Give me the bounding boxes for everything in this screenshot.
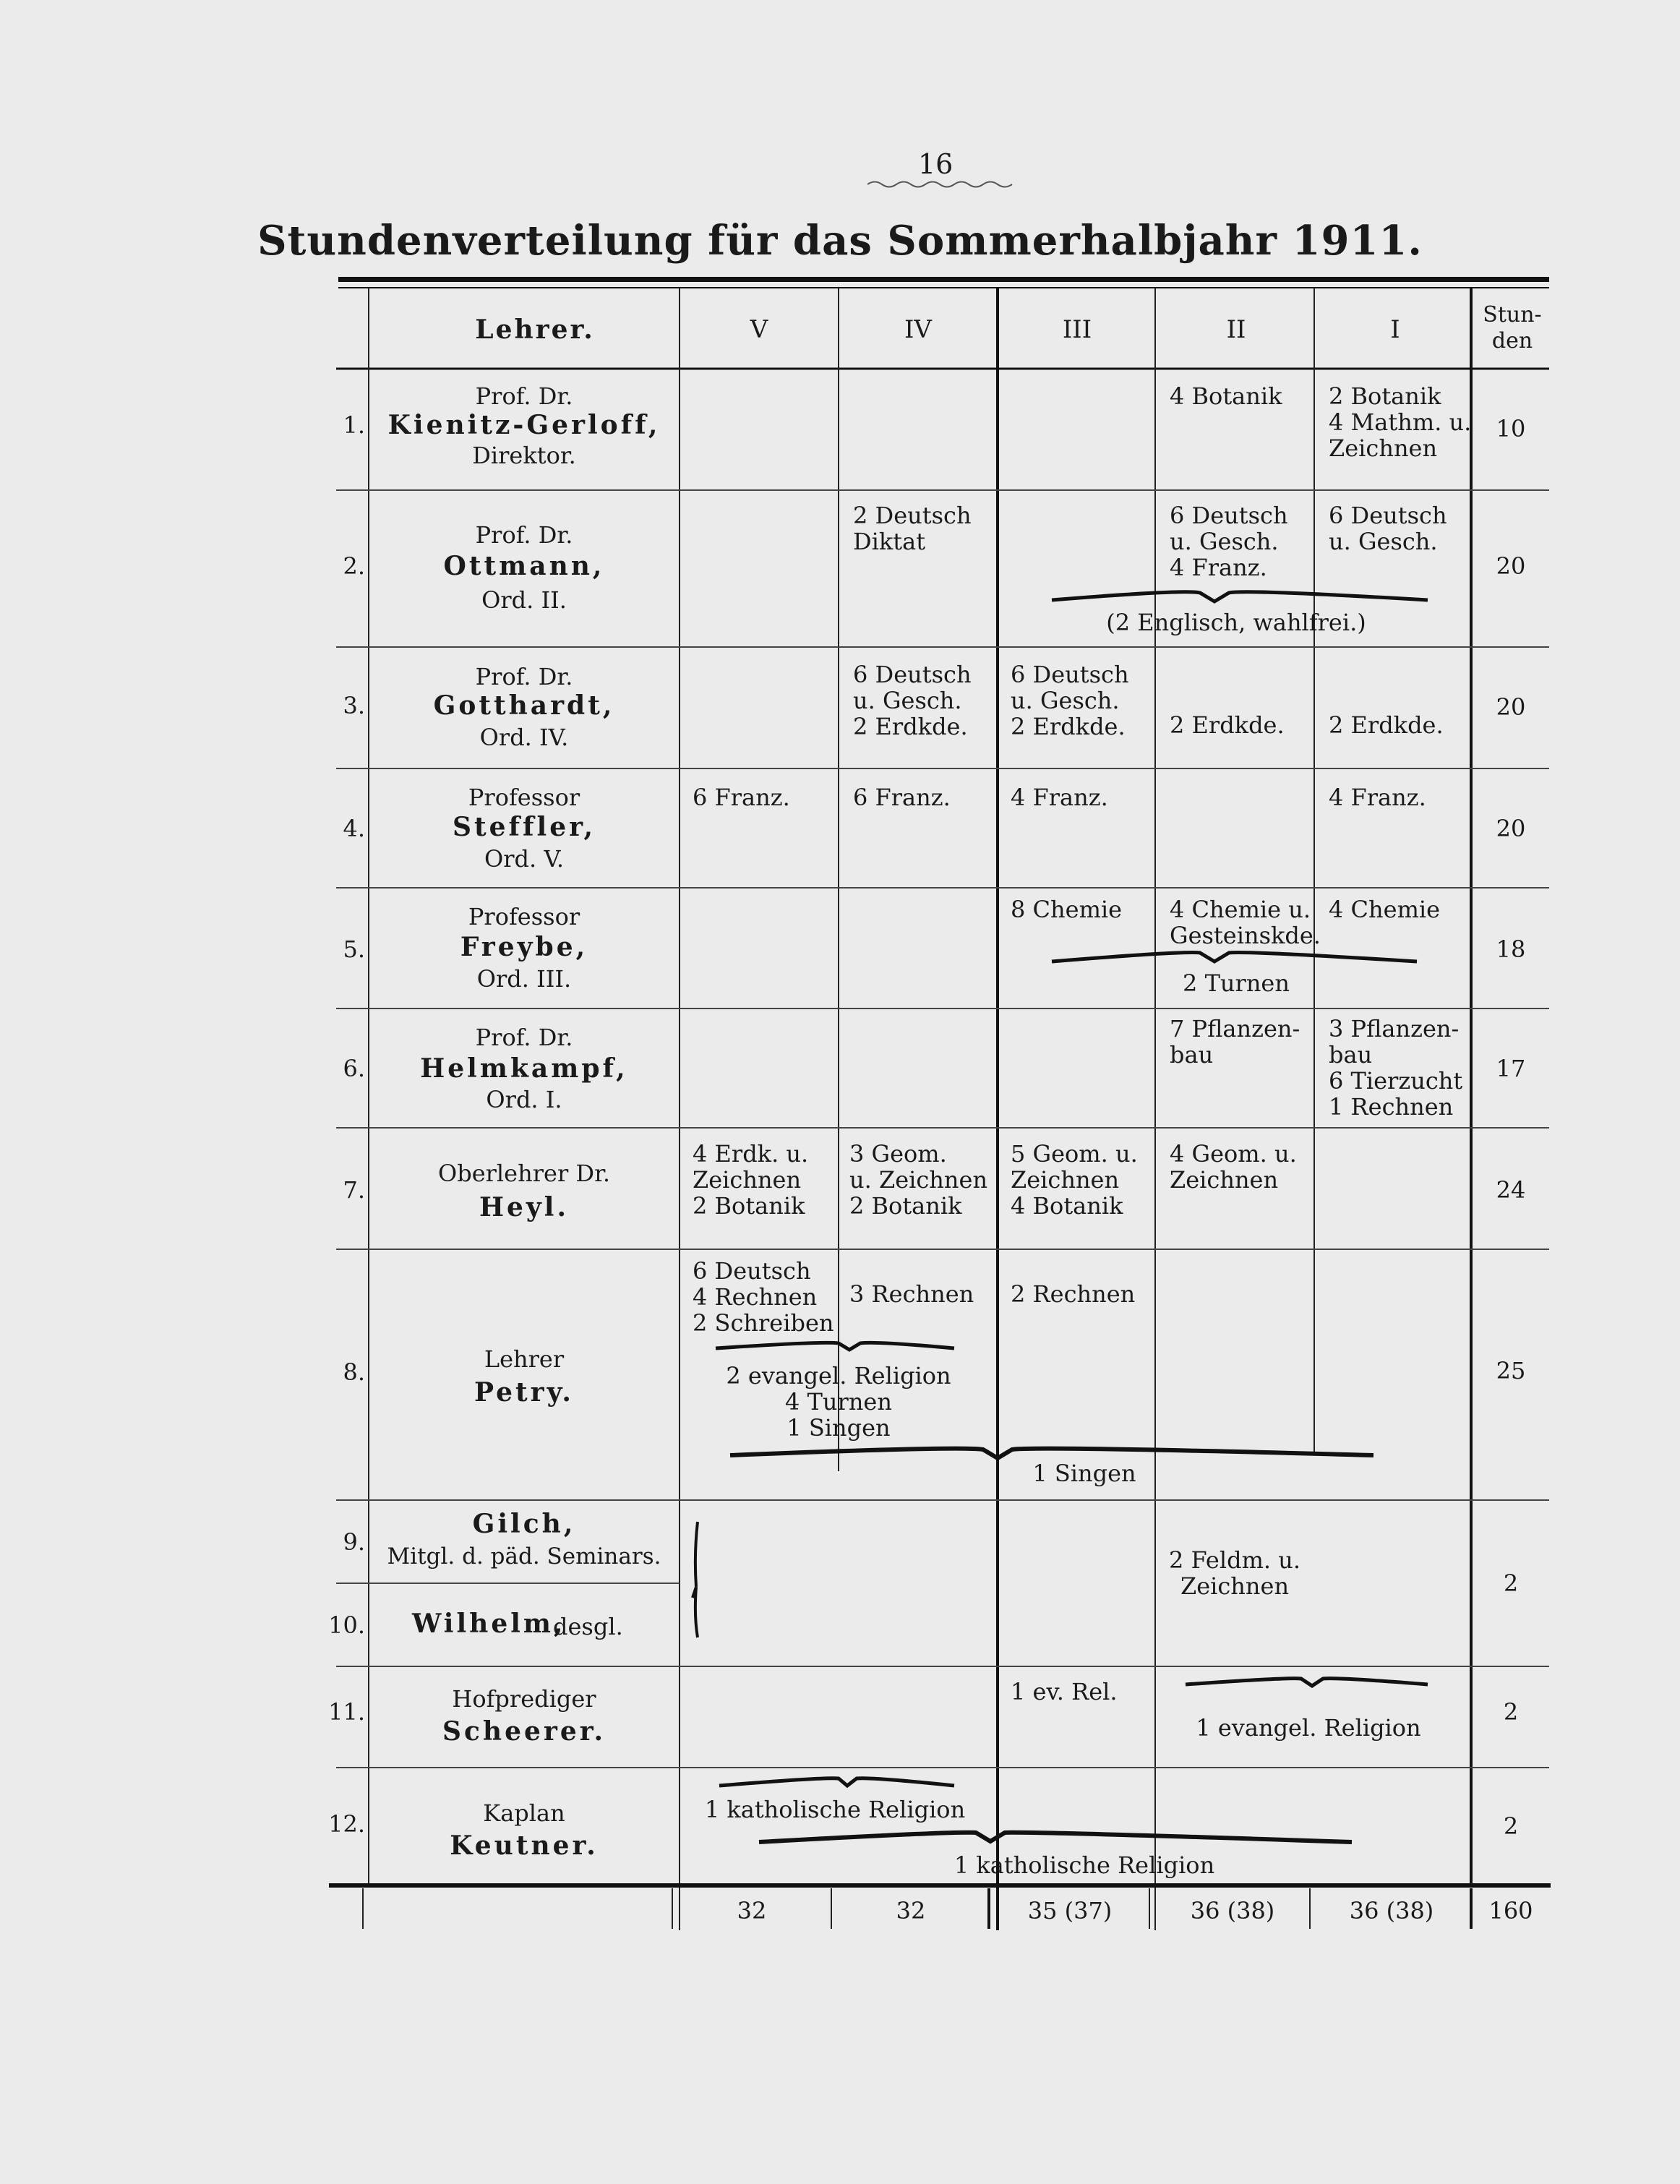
hours-cell: 20 xyxy=(1496,815,1526,842)
lesson-cell: 6 Franz. xyxy=(853,784,951,811)
hours-cell: 20 xyxy=(1496,693,1526,721)
teacher-role: Ord. V. xyxy=(484,845,565,873)
hours-cell: 2 xyxy=(1503,1698,1519,1726)
total-V: 32 xyxy=(737,1897,767,1924)
row-number: 2. xyxy=(343,552,365,580)
row-number: 5. xyxy=(343,935,365,963)
teacher-name: Ottmann, xyxy=(443,551,605,581)
teacher-title: Prof. Dr. xyxy=(475,521,573,549)
lesson-cell: 6 Deutsch u. Gesch. 2 Erdkde. xyxy=(853,661,972,740)
hours-cell: 2 xyxy=(1503,1570,1519,1597)
lesson-cell: 2 Erdkde. xyxy=(1170,711,1285,739)
teacher-name: Kienitz-Gerloff, xyxy=(387,410,661,440)
lesson-cell: 4 Botanik xyxy=(1170,382,1282,410)
page-number: 16 xyxy=(918,148,953,180)
hours-cell: 17 xyxy=(1496,1055,1526,1082)
total-III: 35 (37) xyxy=(1027,1897,1113,1924)
span-note: (2 Englisch, wahlfrei.) xyxy=(1106,609,1366,636)
lesson-cell: 7 Pflanzen- bau xyxy=(1170,1015,1300,1069)
teacher-role: Ord. III. xyxy=(476,965,572,993)
lesson-cell: 3 Geom. u. Zeichnen 2 Botanik xyxy=(849,1140,988,1220)
teacher-name: Petry. xyxy=(474,1377,574,1408)
lesson-cell: 6 Deutsch u. Gesch. xyxy=(1329,502,1447,555)
teacher-title: Hofprediger xyxy=(452,1685,596,1713)
span-note: 1 Singen xyxy=(1032,1460,1136,1487)
row-number: 4. xyxy=(343,815,365,842)
lesson-cell: 4 Chemie xyxy=(1329,896,1441,923)
header-class-IV: IV xyxy=(904,315,932,344)
hours-cell: 10 xyxy=(1496,415,1526,442)
teacher-name: Scheerer. xyxy=(442,1716,606,1747)
teacher-title: Kaplan xyxy=(483,1799,565,1827)
header-hours: Stun- den xyxy=(1483,302,1542,354)
hours-cell: 2 xyxy=(1503,1812,1519,1840)
teacher-name: Wilhelm, xyxy=(412,1609,566,1639)
page-title: Stundenverteilung für das Sommerhalbjahr 1911. xyxy=(257,217,1423,265)
teacher-name: Heyl. xyxy=(479,1192,570,1222)
lesson-cell: 3 Rechnen xyxy=(849,1280,974,1308)
teacher-role: Ord. IV. xyxy=(479,724,569,751)
lesson-cell: 3 Pflanzen- bau 6 Tierzucht 1 Rechnen xyxy=(1329,1015,1463,1121)
lesson-cell: 6 Deutsch u. Gesch. 2 Erdkde. xyxy=(1011,661,1129,740)
hours-cell: 24 xyxy=(1496,1176,1526,1204)
span-note: 2 evangel. Religion 4 Turnen 1 Singen xyxy=(726,1362,951,1442)
teacher-name: Gilch, xyxy=(472,1509,576,1539)
lesson-cell: 4 Geom. u. Zeichnen xyxy=(1170,1140,1297,1194)
teacher-name: Gotthardt, xyxy=(433,690,615,721)
header-class-I: I xyxy=(1390,315,1400,344)
lesson-cell: 2 Deutsch Diktat xyxy=(853,502,972,555)
header-class-II: II xyxy=(1226,315,1246,344)
lesson-cell: 2 Rechnen xyxy=(1011,1280,1136,1308)
lesson-cell: 6 Deutsch 4 Rechnen 2 Schreiben xyxy=(693,1257,834,1337)
lesson-cell: 6 Deutsch u. Gesch. 4 Franz. xyxy=(1170,502,1288,581)
row-number: 10. xyxy=(328,1611,365,1639)
row-number: 3. xyxy=(343,692,365,719)
row-number: 11. xyxy=(328,1698,365,1726)
teacher-role: Ord. I. xyxy=(486,1086,562,1113)
row-number: 1. xyxy=(343,411,365,439)
teacher-title: Professor xyxy=(468,784,580,811)
row-number: 6. xyxy=(343,1055,365,1082)
lesson-cell: 1 ev. Rel. xyxy=(1011,1678,1118,1705)
lesson-cell: 2 Feldm. u. Zeichnen xyxy=(1168,1546,1301,1600)
header-teacher: Lehrer. xyxy=(475,314,595,345)
hours-cell: 20 xyxy=(1496,552,1526,580)
lesson-cell: 2 Erdkde. xyxy=(1329,711,1444,739)
lesson-cell: 8 Chemie xyxy=(1011,896,1123,923)
lesson-cell: 4 Chemie u. Gesteinskde. xyxy=(1170,896,1321,949)
teacher-title: Prof. Dr. xyxy=(475,1024,573,1051)
row-number: 12. xyxy=(328,1810,365,1838)
lesson-cell: 2 Botanik 4 Mathm. u. Zeichnen xyxy=(1329,382,1472,462)
teacher-role: Ord. II. xyxy=(481,586,567,614)
teacher-title: Prof. Dr. xyxy=(475,382,573,410)
teacher-name: Steffler, xyxy=(453,812,596,842)
hours-cell: 25 xyxy=(1496,1357,1526,1384)
lesson-cell: 6 Franz. xyxy=(693,784,790,811)
total-I: 36 (38) xyxy=(1349,1897,1434,1924)
header-class-III: III xyxy=(1062,315,1092,344)
teacher-name: Freybe, xyxy=(460,932,588,962)
total-IV: 32 xyxy=(896,1897,926,1924)
teacher-role: Mitgl. d. päd. Seminars. xyxy=(387,1543,661,1570)
span-note: 1 evangel. Religion xyxy=(1196,1714,1421,1742)
teacher-title: Oberlehrer Dr. xyxy=(437,1160,611,1187)
row-number: 7. xyxy=(343,1176,365,1204)
row-number: 9. xyxy=(343,1528,365,1556)
hours-cell: 18 xyxy=(1496,935,1526,963)
lesson-cell: 4 Franz. xyxy=(1011,784,1108,811)
teacher-title: Professor xyxy=(468,903,580,930)
teacher-title: Prof. Dr. xyxy=(475,663,573,690)
span-note: 1 katholische Religion xyxy=(953,1851,1215,1879)
lesson-cell: 4 Erdk. u. Zeichnen 2 Botanik xyxy=(693,1140,809,1220)
teacher-name: Helmkampf, xyxy=(420,1053,628,1084)
teacher-role: Direktor. xyxy=(472,442,576,469)
total-hours: 160 xyxy=(1488,1897,1533,1924)
lesson-cell: 4 Franz. xyxy=(1329,784,1426,811)
header-class-V: V xyxy=(750,315,768,344)
span-note: 2 Turnen xyxy=(1183,969,1290,997)
teacher-title: Lehrer xyxy=(484,1345,565,1373)
teacher-name: Keutner. xyxy=(450,1830,599,1861)
total-II: 36 (38) xyxy=(1190,1897,1275,1924)
teacher-role: desgl. xyxy=(553,1613,623,1640)
row-number: 8. xyxy=(343,1358,365,1386)
lesson-cell: 5 Geom. u. Zeichnen 4 Botanik xyxy=(1011,1140,1138,1220)
span-note: 1 katholische Religion xyxy=(704,1796,966,1823)
